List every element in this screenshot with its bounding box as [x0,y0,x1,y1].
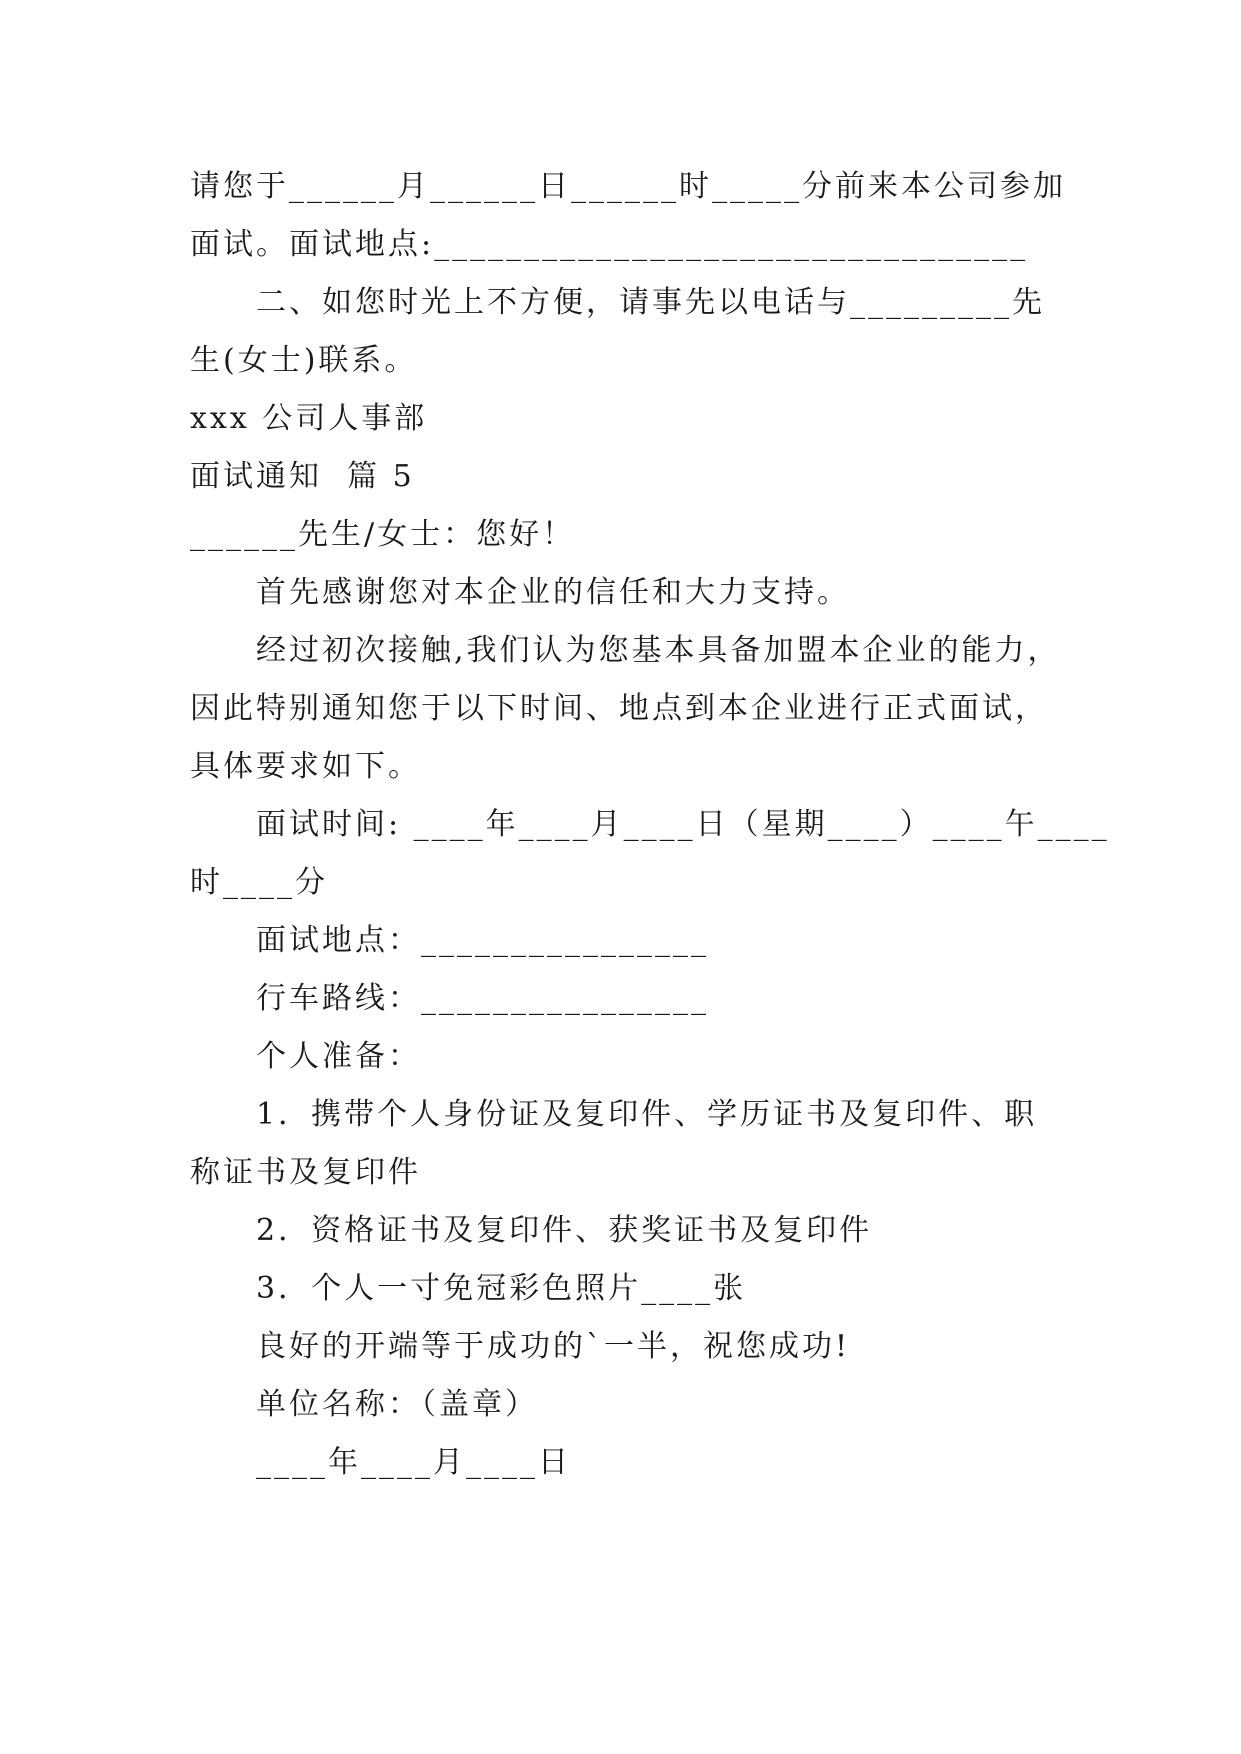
organization-name-line: 单位名称：（盖章） [256,1387,538,1422]
signature-line: xxx 公司人事部 [190,401,428,436]
paragraph-line: 因此特别通知您于以下时间、地点到本企业进行正式面试， [190,691,1048,726]
list-item: 3．个人一寸免冠彩色照片____张 [256,1271,747,1306]
section-title: 面试通知 篇 5 [190,459,415,494]
paragraph-line: 生(女士)联系。 [190,343,418,378]
list-item: 2．资格证书及复印件、获奖证书及复印件 [256,1213,873,1248]
interview-location-line: 面试地点：________________ [256,923,709,958]
interview-time-line: 面试时间: ____年____月____日（星期____）____午____ [256,807,1110,842]
list-item: 称证书及复印件 [190,1155,421,1190]
date-line: ____年____月____日 [256,1445,571,1480]
paragraph-line: 请您于______月______日______时_____分前来本公司参加 [190,169,1066,204]
paragraph-line: 面试。面试地点:_________________________________ [190,227,1029,262]
paragraph-line: 二、如您时光上不方便，请事先以电话与_________先 [256,285,1045,320]
preparation-heading: 个人准备： [256,1039,421,1074]
paragraph-line: 具体要求如下。 [190,749,421,784]
list-item: 1．携带个人身份证及复印件、学历证书及复印件、职 [256,1097,1038,1132]
paragraph-line: 首先感谢您对本企业的信任和大力支持。 [256,575,850,610]
closing-line: 良好的开端等于成功的`一半，祝您成功! [256,1329,851,1364]
route-line: 行车路线：________________ [256,981,709,1016]
salutation: ______先生/女士：您好！ [190,517,576,552]
interview-time-line: 时____分 [190,865,328,900]
paragraph-line: 经过初次接触,我们认为您基本具备加盟本企业的能力， [256,633,1061,668]
